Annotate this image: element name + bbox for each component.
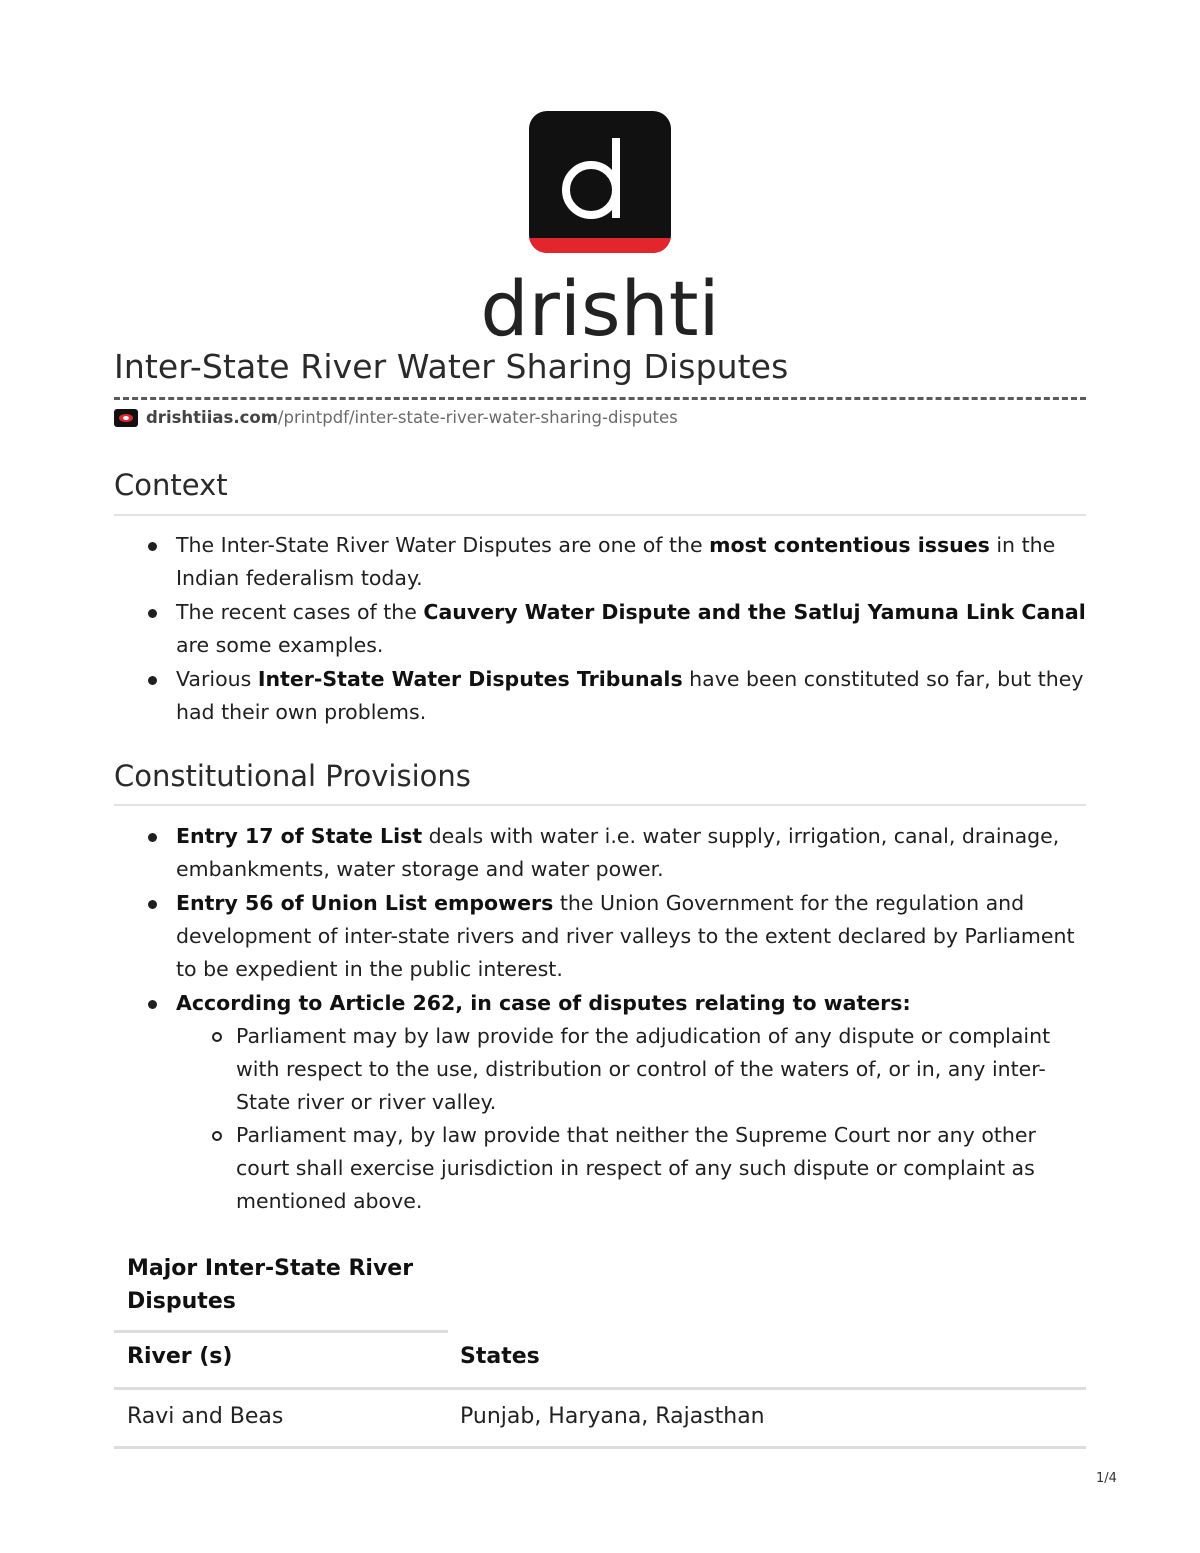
- drishti-favicon-icon: [114, 409, 138, 427]
- list-item: Various Inter-State Water Disputes Tribunals have been constituted so far, but they had their own problems.: [114, 663, 1094, 729]
- context-divider: [114, 514, 1086, 516]
- page-title: Inter-State River Water Sharing Disputes: [114, 347, 789, 386]
- list-item: The Inter-State River Water Disputes are one of the most contentious issues in the Indian federalism today.: [114, 529, 1094, 595]
- source-link[interactable]: [114, 408, 678, 427]
- row-divider: [114, 1446, 1086, 1449]
- provisions-divider: [114, 804, 1086, 806]
- list-item: The recent cases of the Cauvery Water Dispute and the Satluj Yamuna Link Canal are some examples.: [114, 596, 1094, 662]
- list-item: According to Article 262, in case of disputes relating to waters: Parliament may by law provide for the adjudication of any dispute or complaint with respect to the use, distribution or control of the waters of, or in, any inter-State river or river valley. Parliament may, by law provide that neither the Supreme Court nor any other court shall exercise jurisdiction in respect of any such dispute or complaint as mentioned above.: [114, 987, 1094, 1218]
- list-item: Entry 17 of State List deals with water i.e. water supply, irrigation, canal, drainage, embankments, water storage and water power.: [114, 820, 1094, 886]
- context-heading: Context: [114, 468, 228, 502]
- source-domain[interactable]: drishtiias.com: [146, 408, 278, 427]
- logo-wordmark: drishti: [480, 264, 720, 343]
- column-header-states: States: [460, 1344, 540, 1369]
- sub-list-item: Parliament may by law provide for the adjudication of any dispute or complaint with respect to the use, distribution or control of the waters of, or in, any inter-State river or river valley.: [176, 1020, 1094, 1119]
- table-caption: Major Inter-State River Disputes: [127, 1256, 414, 1314]
- context-list: [114, 529, 1094, 730]
- header-divider: [114, 1387, 1086, 1390]
- list-item: Entry 56 of Union List empowers the Union Government for the regulation and development of inter-state rivers and river valleys to the extent declared by Parliament to be expedient in the public interest.: [114, 887, 1094, 986]
- page-number: 1/4: [1096, 1471, 1117, 1486]
- table-cell-river: Ravi and Beas: [127, 1404, 284, 1429]
- provisions-heading: Constitutional Provisions: [114, 759, 471, 793]
- drishti-logo: [480, 108, 720, 343]
- title-divider: [114, 397, 1086, 400]
- source-path[interactable]: /printpdf/inter-state-river-water-sharing-disputes: [277, 408, 678, 427]
- provisions-list: [114, 820, 1094, 1219]
- article-262-sublist: [176, 1020, 1094, 1218]
- caption-divider: [114, 1330, 448, 1333]
- column-header-river: River (s): [127, 1344, 233, 1369]
- sub-list-item: Parliament may, by law provide that neither the Supreme Court nor any other court shall exercise jurisdiction in respect of any such dispute or complaint as mentioned above.: [176, 1119, 1094, 1218]
- table-cell-states: Punjab, Haryana, Rajasthan: [460, 1404, 765, 1429]
